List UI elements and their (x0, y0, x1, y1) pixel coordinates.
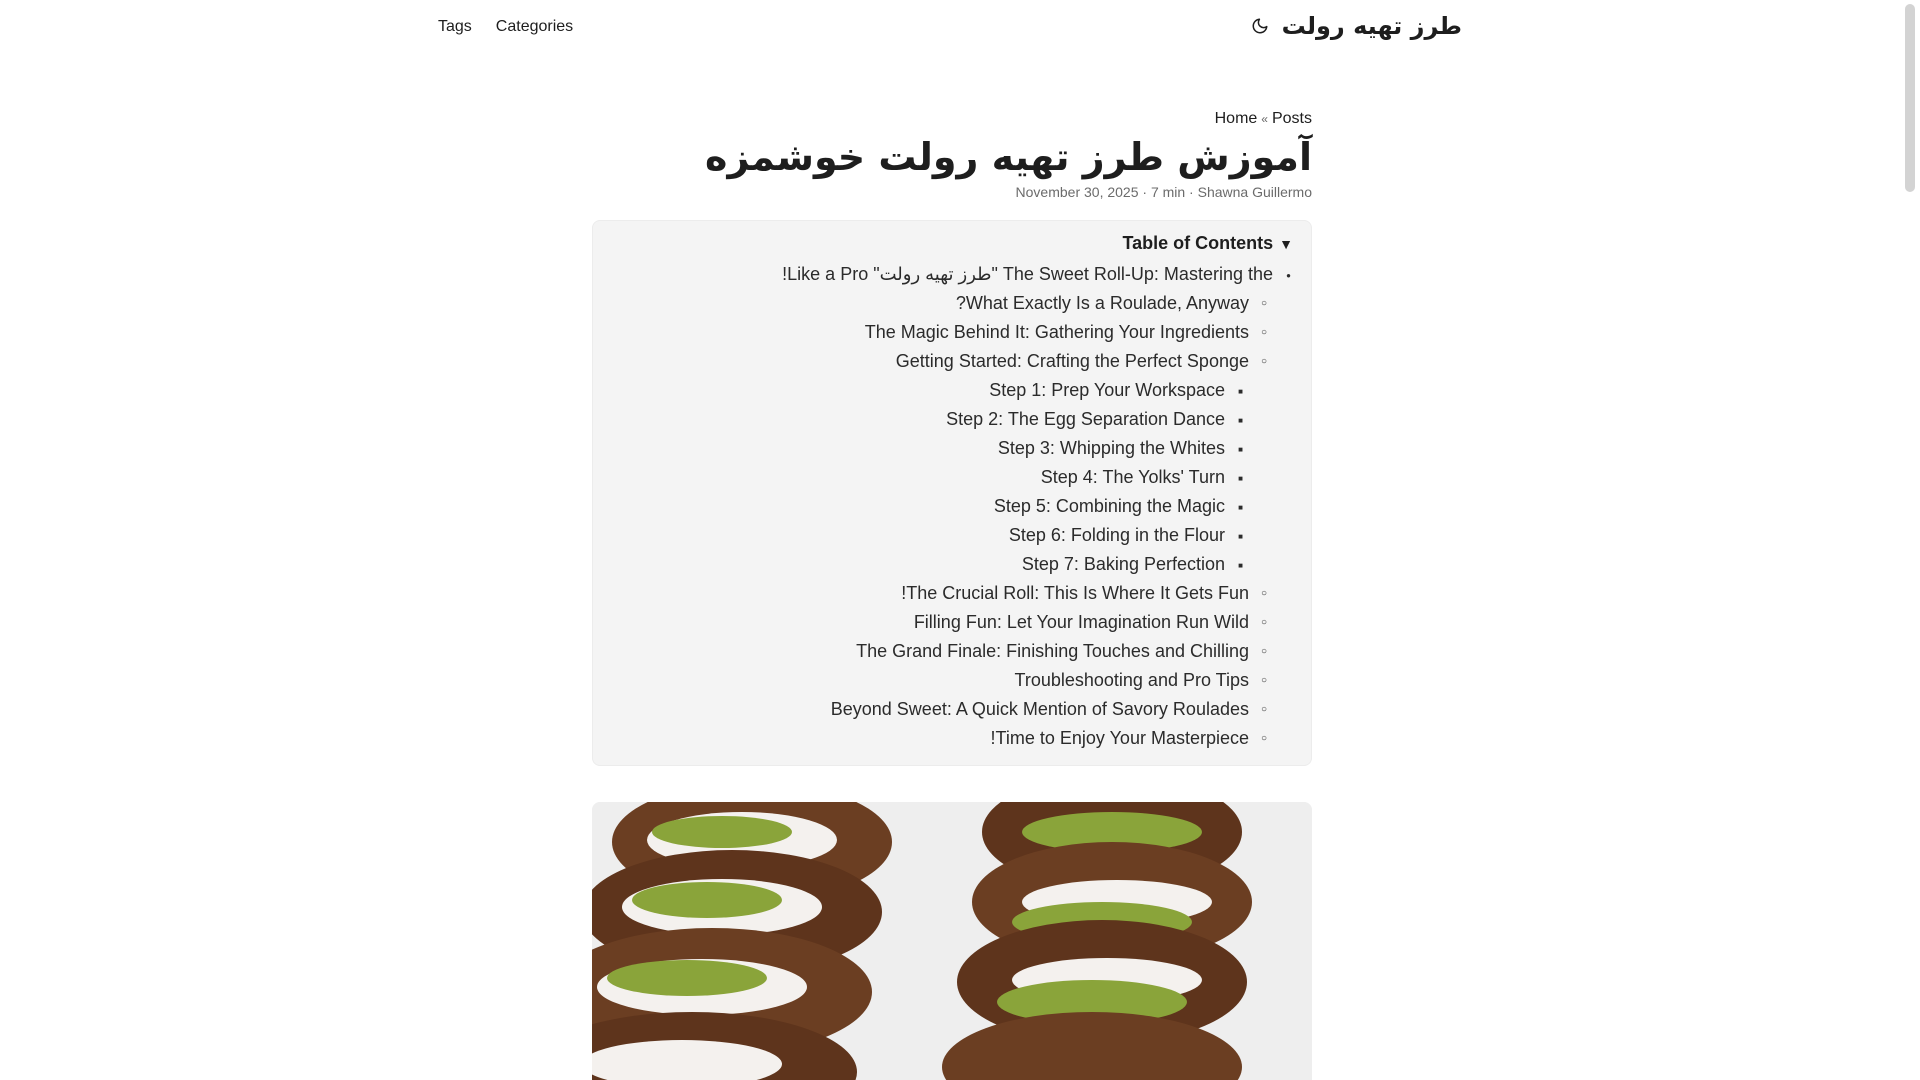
logo-area (1250, 12, 1462, 40)
toc-toggle[interactable] (609, 231, 1295, 260)
toc-link[interactable]: The Magic Behind It: Gathering Your Ingredients (864, 322, 1249, 342)
toc-step-item (609, 376, 1225, 405)
toc-item (609, 347, 1249, 579)
toc-step-item (609, 434, 1225, 463)
toc-item (609, 637, 1249, 666)
toc-title: Table of Contents (1122, 233, 1274, 253)
site-logo[interactable]: طرز تهیه رولت (1281, 12, 1462, 40)
triangle-down-icon: ▼ (1279, 236, 1293, 252)
toc-link[interactable]: Time to Enjoy Your Masterpiece! (990, 728, 1249, 748)
toc-step-item (609, 521, 1225, 550)
toc-item (609, 695, 1249, 724)
hero-image (592, 802, 1312, 1080)
toc-list (609, 260, 1295, 753)
breadcrumb-separator: « (1261, 112, 1268, 126)
theme-toggle-button[interactable] (1250, 16, 1270, 36)
toc-sublist (609, 289, 1273, 753)
table-of-contents (592, 220, 1312, 766)
toc-item (609, 579, 1249, 608)
post-main (592, 100, 1312, 766)
toc-link[interactable]: Step 4: The Yolks' Turn (1040, 467, 1225, 487)
toc-item (609, 724, 1249, 753)
toc-link[interactable]: Step 2: The Egg Separation Dance (946, 409, 1225, 429)
toc-link[interactable]: What Exactly Is a Roulade, Anyway? (955, 293, 1249, 313)
toc-step-item (609, 492, 1225, 521)
toc-item (609, 318, 1249, 347)
nav-tags-link[interactable]: Tags (438, 18, 472, 35)
moon-icon (1251, 17, 1269, 35)
toc-link[interactable]: Beyond Sweet: A Quick Mention of Savory Roulades (830, 699, 1249, 719)
roulade-image (592, 802, 1312, 1080)
toc-step-item (609, 405, 1225, 434)
toc-item (609, 260, 1273, 753)
page-title: آموزش طرز تهیه رولت خوشمزه (705, 135, 1312, 179)
nav-categories-link[interactable]: Categories (495, 18, 574, 35)
toc-link[interactable]: Filling Fun: Let Your Imagination Run Wild (913, 612, 1249, 632)
breadcrumb (592, 110, 1312, 128)
toc-link[interactable]: The Sweet Roll-Up: Mastering the "طرز تهیه رولت" Like a Pro! (782, 264, 1273, 284)
toc-item (609, 608, 1249, 637)
toc-link[interactable]: Step 1: Prep Your Workspace (989, 380, 1225, 400)
toc-steps-list (609, 376, 1249, 579)
toc-link[interactable]: The Grand Finale: Finishing Touches and Chilling (856, 641, 1249, 661)
toc-link[interactable]: Step 3: Whipping the Whites (997, 438, 1225, 458)
toc-link[interactable]: Step 7: Baking Perfection (1021, 554, 1225, 574)
toc-link[interactable]: Getting Started: Crafting the Perfect Sponge (895, 351, 1249, 371)
toc-item (609, 289, 1249, 318)
site-header (0, 0, 1905, 60)
breadcrumb-posts[interactable]: Posts (1271, 110, 1312, 127)
toc-link[interactable]: Step 5: Combining the Magic (993, 496, 1225, 516)
toc-item (609, 666, 1249, 695)
toc-link[interactable]: Step 6: Folding in the Flour (1008, 525, 1225, 545)
toc-link[interactable]: The Crucial Roll: This Is Where It Gets Fun! (901, 583, 1249, 603)
post-meta: November 30, 2025 · 7 min · Shawna Guillermo (1015, 184, 1312, 200)
toc-step-item (609, 550, 1225, 579)
page-scrollbar[interactable] (1905, 4, 1915, 192)
nav-menu (438, 18, 573, 36)
toc-link[interactable]: Troubleshooting and Pro Tips (1014, 670, 1249, 690)
breadcrumb-home[interactable]: Home (1214, 110, 1258, 127)
toc-step-item (609, 463, 1225, 492)
